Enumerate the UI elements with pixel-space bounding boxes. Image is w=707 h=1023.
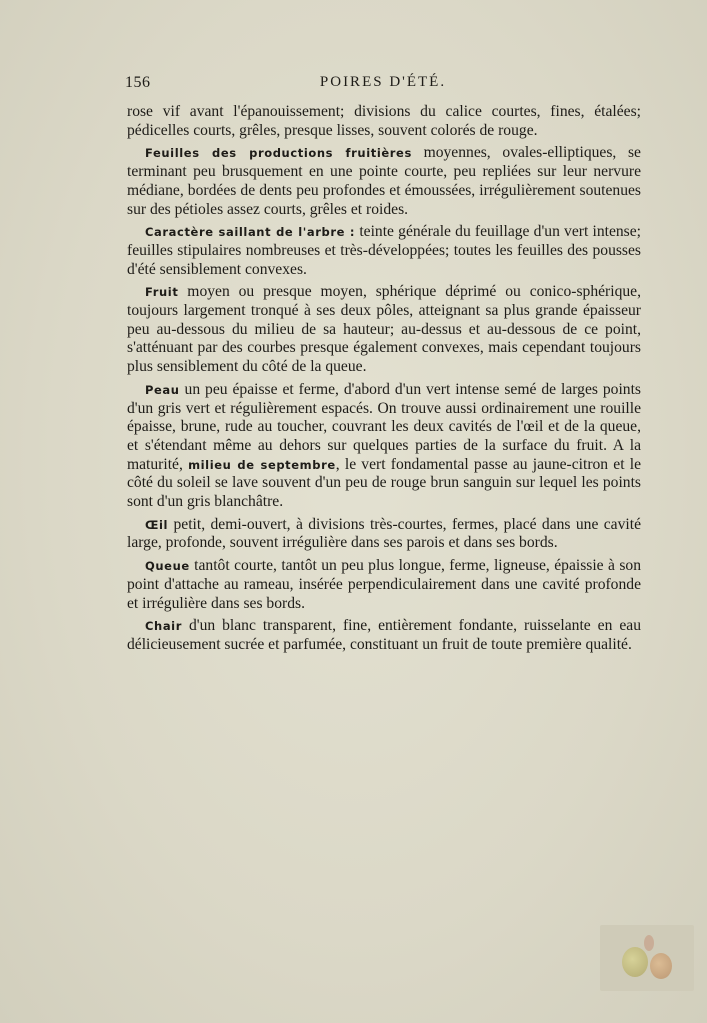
peau-text-before: un peu épaisse et ferme, d'abord d'un vert intense semé de larges points d'un gris vert et régulièrement espacés. On trouve aussi ordinairement une rouille épaisse, brune, rude au toucher, couvrant les deux cavités de l'œil et de la queue, et s'étendant même au dehors sur quelques parties de la surface du fruit. A la maturité, bbox=[127, 380, 641, 473]
peau-paragraph bbox=[127, 381, 641, 512]
fruit-thumbnail-image bbox=[600, 925, 694, 991]
peau-lead: Peau bbox=[145, 382, 180, 397]
fruit-lead: Fruit bbox=[145, 285, 179, 300]
oeil-text: petit, demi-ouvert, à divisions très-courtes, fermes, placé dans une cavité large, profonde, souvent irrégulière dans ses parois et dans ses bords. bbox=[127, 515, 641, 552]
intro-text: rose vif avant l'épanouissement; divisions du calice courtes, fines, étalées; pédicelles courts, grêles, presque lisses, souvent colorés de rouge. bbox=[127, 103, 641, 139]
peau-text-after: , le vert fondamental passe au jaune-citron et le côté du soleil se lave souvent d'un peu de rouge brun sanguin sur lequel les points sont d'un gris blanchâtre. bbox=[127, 455, 642, 511]
oeil-paragraph bbox=[127, 516, 641, 553]
fruit-paragraph bbox=[127, 283, 641, 377]
caractere-text: teinte générale du feuillage d'un vert intense; feuilles stipulaires nombreuses et très-développées; toutes les feuilles des pousses d'été sensiblement convexes. bbox=[127, 223, 642, 278]
caractere-lead: Caractère saillant de l'arbre : bbox=[145, 225, 356, 240]
leaf-shape bbox=[644, 935, 654, 951]
fruit-text: moyen ou presque moyen, sphérique déprimé ou conico-sphérique, toujours largement tronqué à ses deux pôles, atteignant sa plus grande épaisseur peu au-dessous du milieu de sa hauteur; au-dessus et au-dessous de ce point, s'atténuant par des courbes presque également convexes, mais cependant toujours plus sensiblement du côté de la queue. bbox=[127, 283, 641, 376]
page-number: 156 bbox=[125, 74, 151, 91]
feuilles-lead: Feuilles des productions fruitières bbox=[145, 146, 412, 161]
chair-text: d'un blanc transparent, fine, entièrement fondante, ruisselante en eau délicieusement sucrée et parfumée, constituant un fruit de toute première qualité. bbox=[127, 617, 641, 653]
intro-paragraph bbox=[127, 103, 641, 140]
queue-text: tantôt courte, tantôt un peu plus longue, ferme, ligneuse, épaissie à son point d'attache au rameau, insérée perpendiculairement dans une cavité profonde et irrégulière dans ses bords. bbox=[127, 557, 641, 612]
oeil-lead: Œil bbox=[145, 517, 169, 532]
chair-paragraph bbox=[127, 617, 641, 654]
page-header bbox=[125, 74, 641, 96]
running-title: POIRES D'ÉTÉ. bbox=[319, 74, 447, 90]
feuilles-paragraph bbox=[127, 144, 641, 219]
pear-shape bbox=[622, 947, 648, 977]
queue-lead: Queue bbox=[145, 559, 190, 574]
caractere-paragraph bbox=[127, 223, 641, 279]
feuilles-text: moyennes, ovales-elliptiques, se terminant peu brusquement en une pointe courte, peu repliées sur leur nervure médiane, bordées de dents peu profondes et émoussées, irrégulièrement soutenues sur des pétioles assez courts, grêles et roides. bbox=[127, 144, 641, 218]
pear-shape-secondary bbox=[650, 953, 672, 979]
ripening-date: milieu de septembre bbox=[188, 457, 336, 472]
page-body bbox=[127, 103, 641, 659]
queue-paragraph bbox=[127, 557, 641, 613]
chair-lead: Chair bbox=[145, 619, 183, 634]
